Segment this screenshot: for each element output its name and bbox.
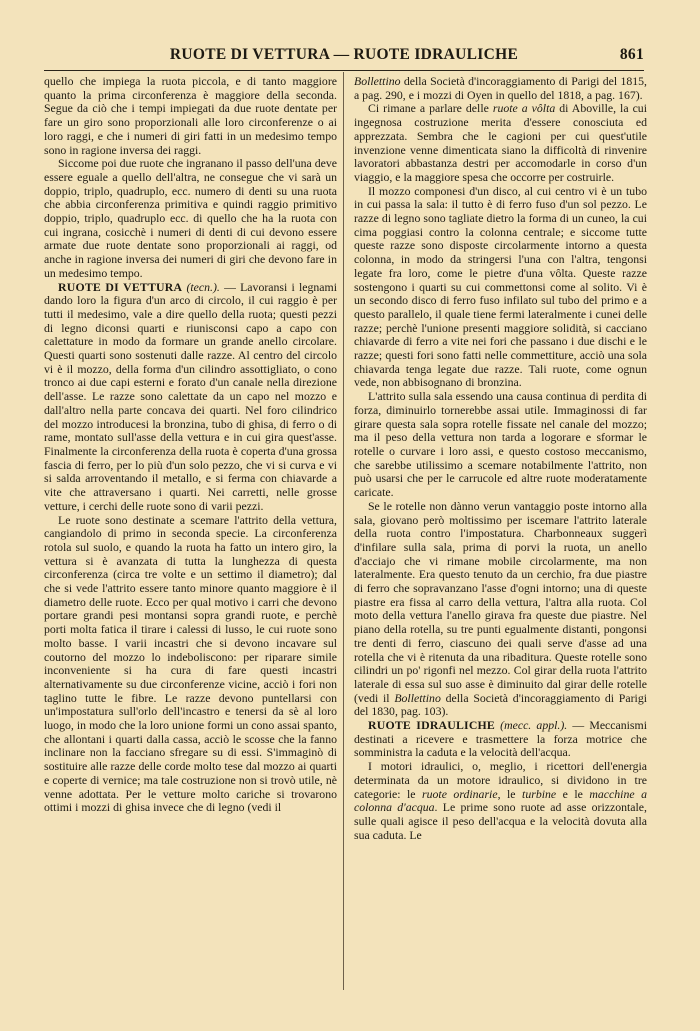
entry-ruote-di-vettura (44, 281, 337, 514)
paragraph: quello che impiega la ruota piccola, e di tanto maggiore quanto la prima circonferenza è maggiore della seconda. Segue da ciò che i tempi impiegati da due ruote dentate per fare un giro sono proporzionali alle loro circonferenze o ai loro raggi, e che i numeri di giri fatti in un medesimo tempo sono in ragione inversa dei raggi. (44, 74, 337, 157)
entry-headword: RUOTE IDRAULICHE (368, 718, 495, 733)
text: . Le prime sono ruote ad asse orizzontale, sulle quali agisce il peso dell'acqua e la velocità dovuta alla sua caduta. Le (354, 800, 647, 842)
right-column (354, 75, 647, 842)
paragraph: Le ruote sono destinate a scemare l'attrito della vettura, cangiandolo di primo in seconda specie. La circonferenza rotola sul suolo, e quando la ruota ha fatto un intero giro, la vettura si è avanzata di tutta la lunghezza di questa circonferenza (circa tre volte e un settimo il diametro); dal che si vede l'attrito essere tanto minore quanto maggiore è il diametro delle ruote. Ecco per qual motivo i carri che devono portare grandi pesi montansi sopra grandi ruote, e perchè porti molta fatica il tirare i calessi di lusso, le cui ruote sono molto basse. I varii incastri che si devono incavare sul coutorno del mozzo lo indeboliscono: per riparare simile inconveniente si ha cura di fare questi incastri alternativamente su due circonferenze vicine, acciò i fori non taglino tutte le fibre. Le razze devono puntellarsi con un'impostatura sull'orlo dell'incastro e tenersi da sè al loro luogo, in modo che la loro unione formi un cono assai spanto, che allontani i quarti dalla cassa, acciò le scosse che la fanno inclinare non la facciano sfregare su di essi. S'immaginò di sostituire alle razze delle corde molto tese dal mozzo ai quarti e coperte di vernice; ma tale costruzione non si trovò utile, nè venne adottata. Per le vetture molto cariche si trovarono ottimi i mozzi di ghisa invece che di legno (vedi il (44, 512, 337, 815)
text: , le (497, 786, 523, 801)
text: I motori idraulici, o, meglio, i ricettori dell'energia determinata da un motore idraulico, si dividono in tre categorie: le (354, 759, 647, 801)
italic-text: ruote ordinarie (422, 786, 498, 801)
running-header (44, 46, 644, 68)
text: e le (556, 786, 590, 801)
italic-text: Bollettino (394, 690, 441, 705)
text: Ci rimane a parlare delle (368, 101, 493, 116)
italic-text: macchine a colonna d'acqua (354, 786, 647, 815)
paragraph (354, 102, 647, 184)
text: della Società d'incoraggiamento di Parigi del 1815, a pag. 290, e i mozzi di Oyen in quello del 1818, a pag. 167). (354, 74, 647, 102)
left-column (44, 75, 337, 815)
header-rule (44, 70, 644, 71)
paragraph (354, 75, 647, 102)
entry-qualifier: (mecc. appl.). (500, 718, 568, 733)
italic-text: ruote a vôlta (492, 101, 556, 116)
text: Se le rotelle non dànno verun vantaggio poste intorno alla sala, giovano però moltissimo per iscemare l'attrito laterale della ruota contro l'impostatura. Charbonneaux suggerì d'infilare sulla sala, prima di porvi la ruota, un anello d'acciajo che vi rimane mobile circolarmente, ma non lateralmente. Era questo tenuto da un cerchio, fra due piastre di ferro che sopravanzano l'asse d'ogni intorno; una di queste piastre era fissa al carro della vettura, l'altra alla ruota. Col moto della vettura l'anello girava fra queste due piastre. Nel piano della rotella, su tre punti egualmente distanti, pongonsi tre denti di ferro, ciascuno dei quali serve d'asse ad una rotella che vi è ritenuta da una ribaditura. Queste rotelle sono cilindri un po' rigonfi nel mezzo. Col girar della ruota l'attrito laterale di essa sul suo asse è diminuito dal girar delle rotelle (vedi il (354, 498, 647, 705)
paragraph (354, 760, 647, 842)
running-title: RUOTE DI VETTURA — RUOTE IDRAULICHE (169, 46, 519, 63)
paragraph: Siccome poi due ruote che ingranano il passo dell'una deve essere eguale a quello dell'altra, ne consegue che vi sarà un doppio, triplo, quadruplo, ecc. numero di denti su una ruota che abbia circonferenza primitiva e quindi raggio primitivo doppio, triplo, quadruplo ecc. di quello che ha la ruota con cui ingrana, cosicchè i numeri di denti di cui devono essere armate due ruote dentate sono proporzionali ai raggi, od anche in ragione inversa dei numeri di giri che devono fare in un medesimo tempo. (44, 156, 337, 280)
italic-text: turbine (522, 786, 557, 801)
paragraph: Il mozzo componesi d'un disco, al cui centro vi è un tubo in cui passa la sala: il tutto è di ferro fuso d'un sol pezzo. Le razze di legno sono tagliate dietro la forma di un cuneo, la cui cima poggiasi contro la colonna centrale; e siccome tutte queste razze sono disposte circolarmente intorno a questa colonna, in modo da stringersi l'una con l'altra, tengonsi legate fra loro, come le pietre d'una vôlta. Queste razze sostengono i quarti su cui commettonsi come al solito. Vi è un secondo disco di ferro fuso infilato sul tubo del primo e a questo parallelo, il quale tiene fermi lateralmente i cunei delle razze; perchè l'unione presenti maggiore solidità, si cacciano chiavarde di ferro a vite nei fori che passano i due dischi e le razze; questi fori sono fatti nelle commettiture, acciò una sola chiavarda tenga legate due razze. Tali ruote, come ognun vede, non abbisognano di bronzina. (354, 183, 647, 390)
entry-text: — Meccanismi destinati a ricevere e trasmettere la forza motrice che somministra la caduta e la velocità dell'acqua. (354, 718, 647, 760)
entry-qualifier: (tecn.). (186, 279, 220, 294)
entry-ruote-idrauliche (354, 719, 647, 760)
page-number: 861 (619, 46, 644, 63)
paragraph: L'attrito sulla sala essendo una causa continua di perdita di forza, diminuirlo tornerebbe assai utile. Immaginossi di far girare questa sala sopra rotelle fissate nel canale del mozzo; ma il peso della vettura non tarda a logorare e sformar le rotelle o curvare i loro assi, e questo costoso meccanismo, che sarebbe utilissimo a scemare notabilmente l'attrito, non può usarsi che per le carrucole ed altre ruote moderatamente caricate. (354, 389, 647, 500)
entry-text: — Lavoransi i legnami dando loro la figura d'un arco di circolo, il cui raggio è per tutti il medesimo, vale a dire quello della ruota; questi pezzi di legno diconsi quarti e riunisconsi capo a capo con calettature in modo da formare un grande anello circolare. Questi quarti sono sostenuti dalle razze. Al centro del circolo vi è il mozzo, della forma d'un cilindro assottigliato, o cono tronco ai due capi esterni e forato d'un canale nella direzione dell'asse. Le razze sono calettate da un capo nel mozzo e dall'altro nella parte concava dei quarti. Nel foro cilindrico del mozzo introducesi la bronzina, tubo di ghisa, di ferro o di rame, montato sull'asse della vettura e in cui gira quest'asse. Finalmente la circonferenza della ruota è coperta d'una grossa fascia di ferro, per lo più d'un solo pezzo, che vi si curva e vi si salda arroventando il metallo, e si ferma con chiavarde a vite che attraversano i quarti. Nei carretti, nelle grosse vetture, i cerchi delle ruote sono di varii pezzi. (44, 279, 338, 513)
italic-text: Bollettino (354, 74, 401, 88)
text: di Aboville, la cui ingegnosa costruzione merita d'essere conosciuta ed apprezzata. Sembra che le cagioni per cui quest'utile invenzione venne dimenticata siano la difficoltà di rinvenire lavoratori abbastanza destri per accomodarle in corso d'un viaggio, e la maggiore spesa che occorre per costruirle. (354, 101, 647, 184)
column-divider (343, 72, 344, 990)
entry-headword: RUOTE DI VETTURA (58, 279, 183, 294)
paragraph (354, 500, 647, 719)
text: della Società d'incoraggiamento di Parigi del 1830, pag. 103). (354, 690, 647, 719)
